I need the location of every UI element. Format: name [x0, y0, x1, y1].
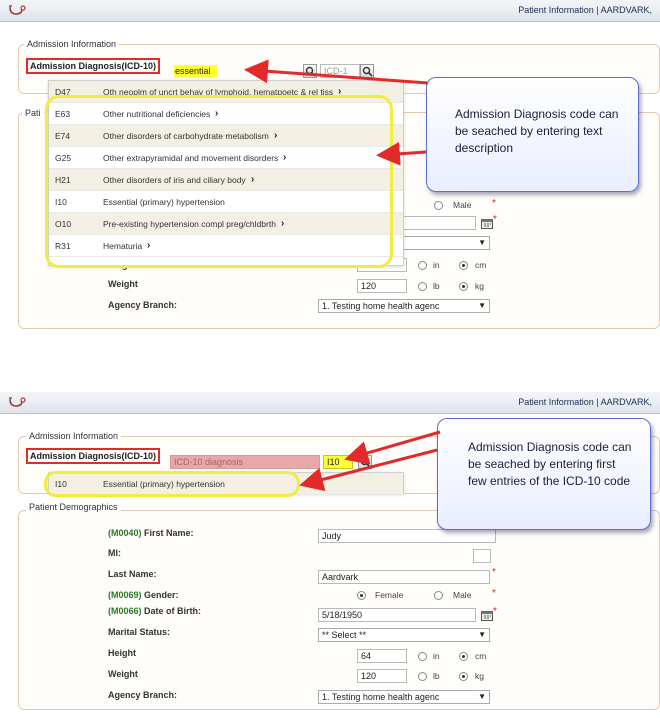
- admission-section-title: Admission Information: [26, 431, 121, 441]
- dropdown-arrow-icon: ▼: [478, 301, 486, 310]
- dob-label-text: Date of Birth:: [144, 606, 202, 616]
- required-marker: *: [492, 567, 496, 578]
- unit-cm-label: cm: [475, 260, 487, 270]
- gender-male-label: Male: [453, 200, 472, 210]
- title-bar: [0, 0, 660, 22]
- chevron-right-icon[interactable]: ›: [338, 86, 342, 97]
- suggestion-row[interactable]: [49, 213, 403, 235]
- diagnosis-suggestion-list: [48, 80, 404, 266]
- first-name-label-text: First Name:: [144, 528, 194, 538]
- oasis-code-m0040: (M0040): [108, 528, 142, 538]
- suggestion-code: D47: [55, 87, 71, 97]
- suggestion-code: E63: [55, 109, 71, 119]
- dob-label: [108, 606, 201, 616]
- mi-label: MI:: [108, 548, 121, 558]
- chevron-right-icon[interactable]: ›: [283, 152, 287, 163]
- gender-label: [108, 590, 179, 600]
- window-title: Patient Information | AARDVARK,: [518, 5, 652, 15]
- unit-in-label: in: [433, 260, 440, 270]
- admission-diagnosis-label: Admission Diagnosis(ICD-10): [26, 58, 160, 74]
- diagnosis-suggestion-list: [48, 472, 404, 494]
- suggestion-row[interactable]: [49, 103, 403, 125]
- admission-section-title: Admission Information: [24, 39, 119, 49]
- chevron-right-icon[interactable]: ›: [251, 174, 255, 185]
- unit-lb-label: lb: [433, 671, 440, 681]
- chevron-right-icon[interactable]: ›: [281, 218, 285, 229]
- calendar-icon[interactable]: [481, 218, 493, 229]
- unit-in-radio[interactable]: [418, 261, 427, 270]
- required-marker: *: [492, 588, 496, 599]
- suggestion-row[interactable]: [49, 191, 403, 213]
- suggestion-code: E74: [55, 131, 71, 141]
- required-marker: *: [493, 606, 497, 617]
- dropdown-arrow-icon: ▼: [478, 238, 486, 247]
- marital-status-select[interactable]: [318, 628, 490, 642]
- suggestion-description: Other disorders of iris and ciliary body: [103, 175, 246, 185]
- unit-lb-radio[interactable]: [418, 672, 427, 681]
- weight-label: Weight: [108, 669, 138, 679]
- suggestion-description: Other extrapyramidal and movement disorders: [103, 153, 279, 163]
- dropdown-arrow-icon: ▼: [478, 630, 486, 639]
- unit-lb-label: lb: [433, 281, 440, 291]
- unit-in-radio[interactable]: [418, 652, 427, 661]
- agency-branch-select[interactable]: [318, 690, 490, 704]
- title-bar: [0, 392, 660, 414]
- icd-code-input[interactable]: ICD-1: [320, 64, 360, 78]
- suggestion-code: R31: [55, 241, 71, 251]
- first-name-input[interactable]: Judy: [318, 529, 496, 543]
- suggestion-code: O10: [55, 219, 72, 229]
- search-icon: [360, 457, 371, 468]
- suggestion-description: Other disorders of carbohydrate metabolism: [103, 131, 269, 141]
- suggestion-description: Other nutritional deficiencies: [103, 109, 211, 119]
- dropdown-arrow-icon: ▼: [478, 692, 486, 701]
- gender-male-radio[interactable]: [434, 201, 443, 210]
- marital-status-label: Marital Status:: [108, 627, 171, 637]
- suggestion-row[interactable]: [49, 81, 403, 103]
- diagnosis-search-input[interactable]: [170, 64, 300, 78]
- gender-male-radio[interactable]: [434, 591, 443, 600]
- gender-female-label: Female: [375, 590, 404, 600]
- weight-label: Weight: [108, 279, 138, 289]
- height-label: Height: [108, 648, 136, 658]
- unit-lb-radio[interactable]: [418, 282, 427, 291]
- suggestion-row[interactable]: [49, 235, 403, 257]
- suggestion-description: Essential (primary) hypertension: [103, 479, 225, 489]
- unit-kg-radio[interactable]: [459, 672, 468, 681]
- chevron-right-icon[interactable]: ›: [274, 130, 278, 141]
- suggestion-description: Pre-existing hypertension compl preg/chldbrth: [103, 219, 276, 229]
- chevron-right-icon[interactable]: ›: [215, 108, 219, 119]
- mi-input[interactable]: [473, 549, 491, 563]
- callout-box: Admission Diagnosis code can be seached by entering first few entries of the ICD-10 code: [437, 418, 651, 530]
- unit-kg-label: kg: [475, 671, 484, 681]
- admission-diagnosis-label: Admission Diagnosis(ICD-10): [26, 448, 160, 464]
- gender-female-radio[interactable]: [357, 591, 366, 600]
- marital-status-value: ** Select **: [322, 630, 367, 640]
- diagnosis-search-input[interactable]: ICD-10 diagnosis: [170, 455, 320, 469]
- agency-branch-label: Agency Branch:: [108, 300, 178, 310]
- agency-branch-value: 1. Testing home health agenc: [322, 301, 440, 311]
- agency-branch-value: 1. Testing home health agenc: [322, 692, 440, 702]
- suggestion-code: G25: [55, 153, 72, 163]
- search-icon: [305, 66, 316, 77]
- last-name-label: Last Name:: [108, 569, 157, 579]
- required-marker: *: [493, 214, 497, 225]
- search-icon: [362, 66, 373, 77]
- first-name-label: [108, 528, 194, 538]
- unit-in-label: in: [433, 651, 440, 661]
- dob-input[interactable]: 5/18/1950: [318, 608, 476, 622]
- gender-label-text: Gender:: [144, 590, 179, 600]
- suggestion-description: Essential (primary) hypertension: [103, 197, 225, 207]
- demographics-section-title: Pati: [22, 108, 44, 118]
- required-marker: *: [492, 198, 496, 209]
- icd-code-input[interactable]: I10: [323, 455, 353, 469]
- stethoscope-icon: [8, 396, 26, 410]
- window-title: Patient Information | AARDVARK,: [518, 397, 652, 407]
- callout-box: Admission Diagnosis code can be seached by entering text description: [426, 77, 639, 192]
- diagnosis-search-value: essential: [174, 65, 217, 77]
- unit-cm-label: cm: [475, 651, 487, 661]
- suggestion-code: H21: [55, 175, 71, 185]
- unit-kg-label: kg: [475, 281, 484, 291]
- height-input[interactable]: 64: [357, 649, 407, 663]
- suggestion-description: Oth neoplm of uncrt behav of lymphoid, hematpoetc & rel tiss: [103, 87, 334, 97]
- demographics-section-title: Patient Demographics: [26, 502, 121, 512]
- weight-input[interactable]: 120: [357, 279, 407, 293]
- unit-kg-radio[interactable]: [459, 282, 468, 291]
- weight-input[interactable]: 120: [357, 669, 407, 683]
- last-name-input[interactable]: Aardvark: [318, 570, 490, 584]
- chevron-right-icon[interactable]: ›: [147, 240, 151, 251]
- stethoscope-icon: [8, 4, 26, 18]
- agency-branch-label: Agency Branch:: [108, 690, 178, 700]
- suggestion-row[interactable]: [49, 125, 403, 147]
- code-search-button[interactable]: [360, 64, 374, 78]
- suggestion-code: I10: [55, 479, 67, 489]
- suggestion-code: I10: [55, 197, 67, 207]
- unit-cm-radio[interactable]: [459, 652, 468, 661]
- suggestion-row[interactable]: [49, 147, 403, 169]
- suggestion-description: Hematuria: [103, 241, 143, 251]
- calendar-icon[interactable]: [481, 610, 493, 621]
- unit-cm-radio[interactable]: [459, 261, 468, 270]
- suggestion-row[interactable]: [49, 473, 403, 495]
- bottom-screenshot-panel: [0, 392, 660, 718]
- oasis-code-m0066: (M0066): [108, 606, 142, 616]
- agency-branch-select[interactable]: [318, 299, 490, 313]
- code-search-button[interactable]: [358, 455, 372, 469]
- search-button[interactable]: [303, 64, 317, 78]
- oasis-code-m0069: (M0069): [108, 590, 142, 600]
- top-screenshot-panel: [0, 0, 660, 340]
- suggestion-row[interactable]: [49, 169, 403, 191]
- gender-male-label: Male: [453, 590, 472, 600]
